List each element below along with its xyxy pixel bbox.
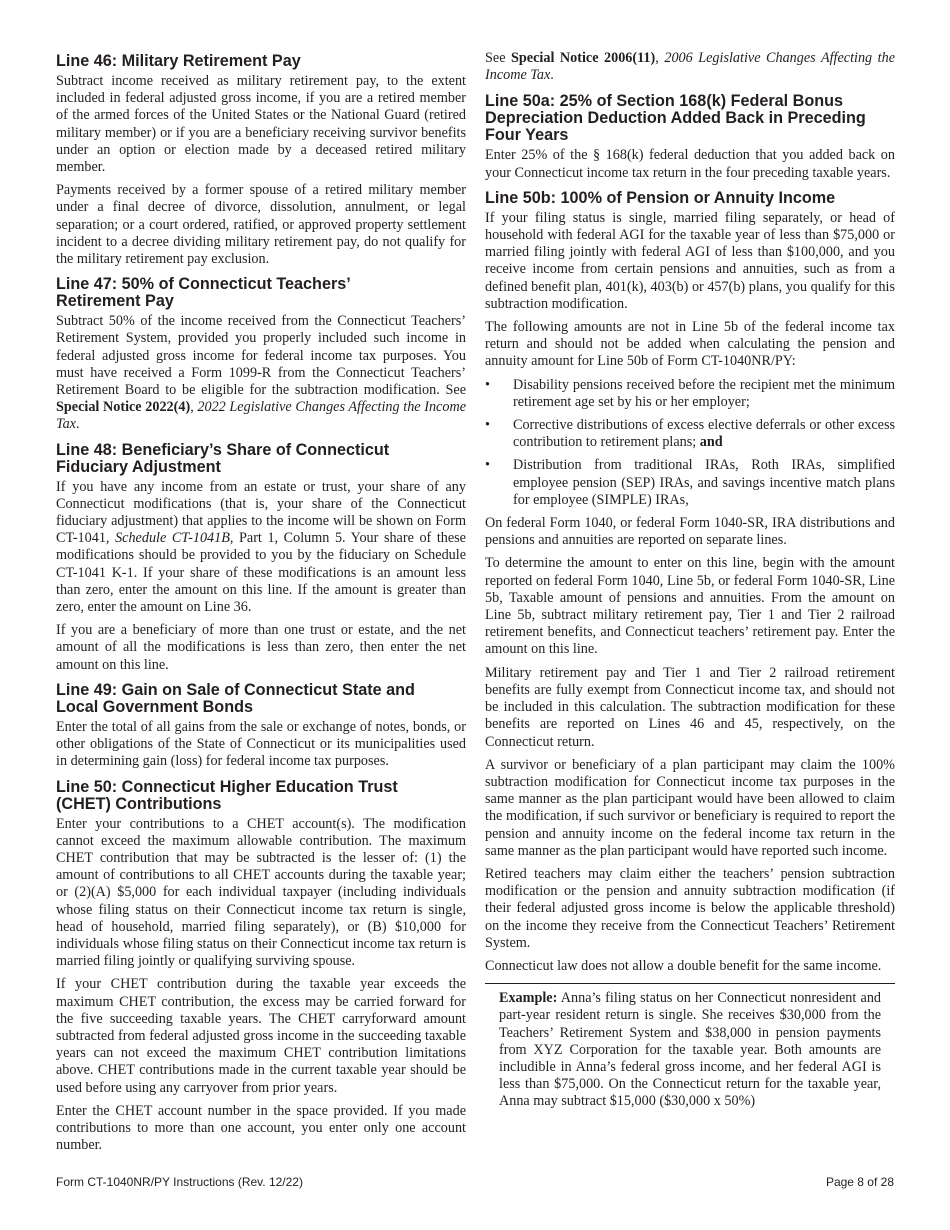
left-column — [56, 50, 466, 1162]
section-line-50 — [56, 779, 466, 1155]
line-46-paragraph-1: Subtract income received as military retirement pay, to the extent included in federal adjusted gross income, if you are a retired member of the armed forces of the United States or the National Guard (retired military member) or if you are a beneficiary receiving survivor benefits under an option or election made by a deceased retired military member. — [56, 73, 466, 176]
line-48-paragraph-1: If you have any income from an estate or trust, your share of any Connecticut modifications (that is, your share of the Connecticut fiduciary adjustment) that applies to the income will be shown on Form CT-1041, Schedule CT-1041B, Part 1, Column 5. Your share of these modifications should be provided to you by the fiduciary on Schedule CT-1041 K-1. If your share of these modifications is an amount less than zero, enter the amount on this line. If the amount is greater than zero, enter the amount on Line 36. — [56, 478, 466, 616]
line-50b-paragraph-5: Military retirement pay and Tier 1 and Tier 2 railroad retirement benefits are fully exempt from Connecticut income tax, and should not be included in this calculation. The subtraction modification for these benefits are reported on Lines 46 and 45, respectively, on the Connecticut return. — [485, 664, 895, 750]
bullet-icon: • — [485, 457, 490, 474]
line-50a-paragraph-1: Enter 25% of the § 168(k) federal deduction that you added back on your Connecticut income tax return in the four preceding taxable years. — [485, 147, 895, 181]
line-48-paragraph-2: If you are a beneficiary of more than one trust or estate, and the net amount of all the modifications is less than zero, then enter the net amount on this line. — [56, 622, 466, 673]
line-49-paragraph-1: Enter the total of all gains from the sale or exchange of notes, bonds, or other obligations of the State of Connecticut or its municipalities used in determining gain (loss) for federal income tax purposes. — [56, 718, 466, 770]
line-50-paragraph-3: Enter the CHET account number in the space provided. If you made contributions to more than one account, you enter only one account number. — [56, 1102, 466, 1154]
example-divider — [485, 983, 895, 984]
section-line-46 — [56, 53, 466, 268]
exclusion-list — [485, 377, 895, 509]
section-line-49 — [56, 682, 466, 771]
section-line-48 — [56, 442, 466, 674]
line-50b-paragraph-6: A survivor or beneficiary of a plan participant may claim the 100% subtraction modification for Connecticut income tax purposes in the same manner as the plan participant would have been allowed to claim the modification, if such survivor or beneficiary is required to report the pension and annuity income on the federal income tax return in the same manner as the plan participant would have reported such income. — [485, 756, 895, 859]
line-50b-paragraph-7: Retired teachers may claim either the teachers’ pension subtraction modification or the pension and annuity subtraction modification (if their federal adjusted gross income is below the applicable threshold) on the income they receive from the Connecticut Teachers’ Retirement System. — [485, 865, 895, 951]
list-item: • Disability pensions received before the recipient met the minimum retirement age set by his or her employer; — [485, 376, 895, 410]
line-50b-paragraph-3: On federal Form 1040, or federal Form 1040-SR, IRA distributions and pensions and annuities are reported on separate lines. — [485, 515, 895, 549]
line-50b-paragraph-4: To determine the amount to enter on this line, begin with the amount reported on federal Form 1040, Line 5b, or federal Form 1040-SR, Line 5b, Taxable amount of pensions and annuities. From the amount on Line 5b, subtract military retirement pay, Tier 1 and Tier 2 railroad retirement benefits, and Connecticut teachers’ retirement pay. Enter the amount on this line. — [485, 555, 895, 658]
special-notice-2022-title: 2022 Legislative Changes Affecting the Income Tax — [56, 399, 466, 433]
example-text: Example: Anna’s filing status on her Connecticut nonresident and part-year resident return is single. She receives $30,000 from the Teachers’ Retirement System and $38,000 in pension payments from XYZ Corporation for the taxable year. Both amounts are includible in Anna’s federal gross income, and her federal AGI is less than $75,000. On the Connecticut return for the taxable year, Anna may subtract $15,000 ($30,000 x 50%) — [499, 990, 882, 1110]
schedule-ct-1041b: Schedule CT-1041B — [115, 530, 230, 547]
bullet-icon: • — [485, 417, 490, 434]
line-48-heading: Line 48: Beneficiary’s Share of Connecticut Fiduciary Adjustment — [56, 440, 390, 476]
right-column — [485, 50, 895, 1111]
line-47-heading: Line 47: 50% of Connecticut Teachers’ Retirement Pay — [56, 275, 351, 311]
bullet-icon: • — [485, 376, 490, 393]
special-notice-2022-4: Special Notice 2022(4) — [56, 399, 191, 416]
line-50b-paragraph-1: If your filing status is single, married filing separately, or head of household with federal AGI for the taxable year of less than $75,000 or married filing jointly with federal AGI of less than $100,000, and you receive income from certain pensions and annuities, such as from a defined benefit plan, 401(k), 403(b) or 457(b) plans, you qualify for this subtraction modification. — [485, 209, 895, 312]
special-notice-2006-11: Special Notice 2006(11) — [511, 50, 656, 66]
line-50-paragraph-1: Enter your contributions to a CHET account(s). The modification cannot exceed the maximum allowable contribution. The maximum CHET contribution that may be subtracted is the lesser of: (1) the amount of contributions to all CHET accounts during the taxable year; or (2)(A) $5,000 for each individual taxpayer (including individuals whose filing status on their Connecticut income tax return is single, head of household, married filing separately), or (B) $10,000 for individuals whose filing status on their Connecticut income tax return is married filing jointly or qualifying surviving spouse. — [56, 815, 466, 970]
example-box — [485, 990, 895, 1110]
section-line-50a — [485, 93, 895, 181]
list-item: • Distribution from traditional IRAs, Roth IRAs, simplified employee pension (SEP) IRAs, and savings incentive match plans for employee (SIMPLE) IRAs, — [485, 457, 895, 508]
line-46-paragraph-2: Payments received by a former spouse of a retired military member under a final decree of divorce, dissolution, annulment, or legal separation; or a court ordered, ratified, or approved property settlement incident to a decree dividing military retirement pay, do not qualify for the military retirement pay exclusion. — [56, 182, 466, 268]
footer-form-label: Form CT-1040NR/PY Instructions (Rev. 12/22) — [56, 1175, 303, 1189]
line-46-heading: Line 46: Military Retirement Pay — [56, 52, 301, 70]
line-50-paragraph-2: If your CHET contribution during the taxable year exceeds the maximum CHET contribution, the excess may be carried forward for the five succeeding taxable years. The CHET carryforward amount subtracted from federal adjusted gross income in the succeeding taxable years can not exceed the maximum CHET contribution limitations above. CHET contributions made in the current taxable year should be used before using any carryover from prior years. — [56, 976, 466, 1096]
line-50-heading: Line 50: Connecticut Higher Education Trust (CHET) Contributions — [56, 777, 398, 813]
list-item: • Corrective distributions of excess elective deferrals or other excess contribution to retirement plans; and — [485, 417, 895, 451]
section-line-50b — [485, 190, 895, 975]
line-49-heading: Line 49: Gain on Sale of Connecticut State and Local Government Bonds — [56, 680, 415, 716]
line-50b-paragraph-8: Connecticut law does not allow a double benefit for the same income. — [485, 957, 882, 974]
line-50b-heading: Line 50b: 100% of Pension or Annuity Income — [485, 188, 836, 207]
line-50a-heading: Line 50a: 25% of Section 168(k) Federal Bonus Depreciation Deduction Added Back in Preceding Four Years — [485, 92, 866, 145]
special-notice-2006-title: 2006 Legislative Changes Affecting the Income Tax — [485, 50, 896, 84]
section-line-47 — [56, 276, 466, 433]
line-50b-paragraph-2: The following amounts are not in Line 5b of the federal income tax return and should not be added when calculating the pension and annuity amount for Line 50b of Form CT-1040NR/PY: — [485, 319, 895, 370]
footer-page-number: Page 8 of 28 — [825, 1175, 894, 1189]
example-label: Example: — [499, 990, 558, 1007]
line-47-paragraph-1: Subtract 50% of the income received from the Connecticut Teachers’ Retirement System, provided you properly included such income in federal adjusted gross income for federal income tax purposes. You must have received a Form 1099-R from the Connecticut Teachers’ Retirement Board to be eligible for the subtraction modification. See Special Notice 2022(4), 2022 Legislative Changes Affecting the Income Tax. — [56, 313, 466, 433]
special-notice-2006-line: See Special Notice 2006(11), 2006 Legislative Changes Affecting the Income Tax. — [485, 50, 896, 84]
